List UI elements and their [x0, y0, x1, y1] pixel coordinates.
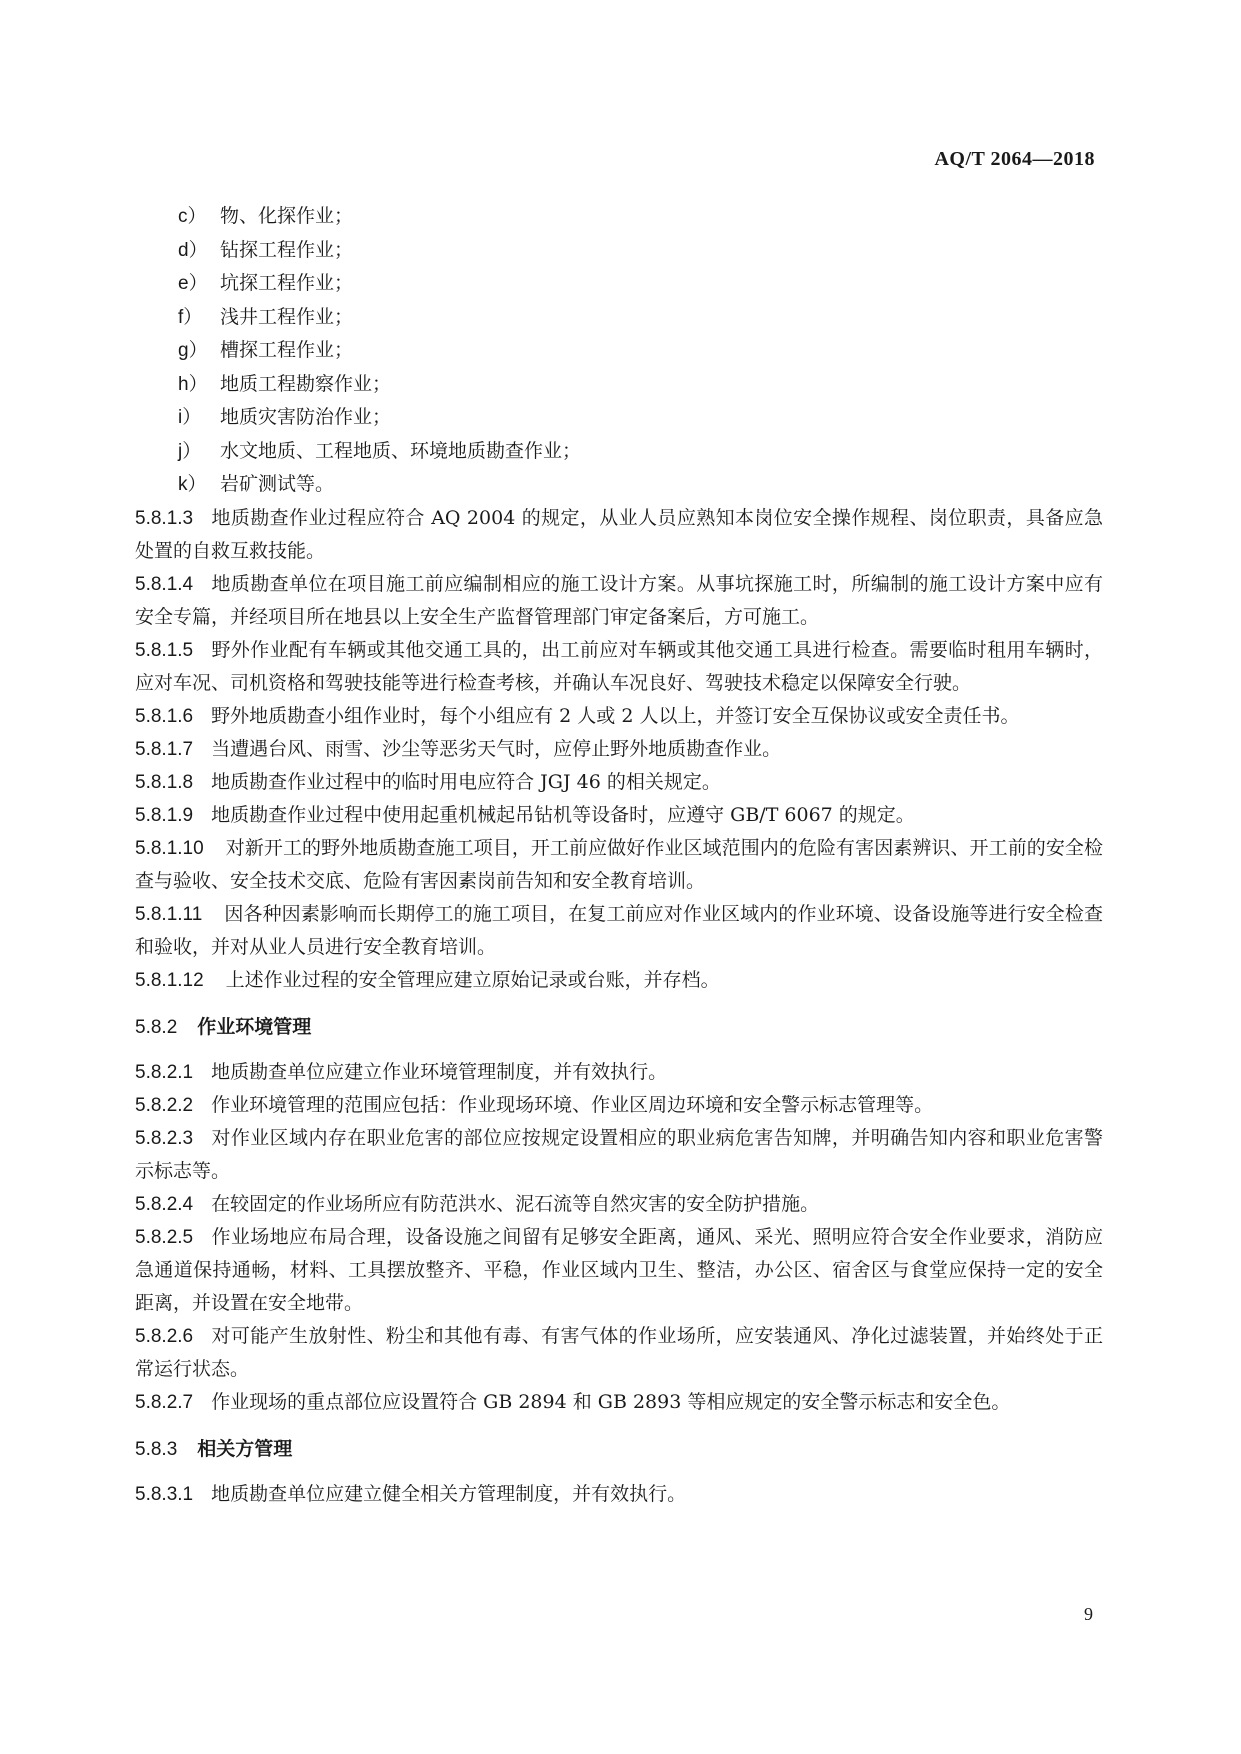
clause-5-8-2-7: 5.8.2.7 作业现场的重点部位应设置符合 GB 2894 和 GB 2893 等相应规定的安全警示标志和安全色。: [135, 1390, 1011, 1413]
clause-5-8-2-4: 5.8.2.4 在较固定的作业场所应有防范洪水、泥石流等自然灾害的安全防护措施。: [135, 1192, 820, 1215]
section-heading-5-8-3: 5.8.3 相关方管理: [135, 1437, 293, 1460]
clause-5-8-3-1: 5.8.3.1 地质勘查单位应建立健全相关方管理制度，并有效执行。: [135, 1482, 687, 1505]
clause-5-8-1-3: 5.8.1.3 地质勘查作业过程应符合 AQ 2004 的规定，从业人员应熟知本岗位安全操作规程、岗位职责，具备应急处置的自救互救技能。: [135, 506, 1103, 562]
list-item: f） 浅井工程作业；: [178, 305, 354, 328]
page-content: [135, 200, 1103, 1511]
page-number: 9: [1084, 1604, 1093, 1624]
clause-5-8-1-4: 5.8.1.4 地质勘查单位在项目施工前应编制相应的施工设计方案。从事坑探施工时，所编制的施工设计方案中应有安全专篇，并经项目所在地县以上安全生产监督管理部门审定备案后，方可施工。: [135, 572, 1103, 628]
clause-5-8-1-6: 5.8.1.6 野外地质勘查小组作业时，每个小组应有 2 人或 2 人以上，并签订安全互保协议或安全责任书。: [135, 704, 1020, 727]
list-item: c） 物、化探作业；: [178, 205, 354, 227]
list-item: k） 岩矿测试等。: [178, 473, 335, 495]
standard-code: AQ/T 2064—2018: [934, 148, 1095, 170]
list-item: h） 地质工程勘察作业；: [178, 372, 392, 395]
list-item: i） 地质灾害防治作业；: [178, 406, 392, 428]
clause-5-8-1-7: 5.8.1.7 当遭遇台风、雨雪、沙尘等恶劣天气时，应停止野外地质勘查作业。: [135, 737, 782, 760]
clause-5-8-2-5: 5.8.2.5 作业场地应布局合理，设备设施之间留有足够安全距离，通风、采光、照明应符合安全作业要求，消防应急通道保持通畅，材料、工具摆放整齐、平稳，作业区域内卫生、整洁，办公区、宿舍区与食堂应保持一定的安全距离，并设置在安全地带。: [135, 1225, 1103, 1314]
clause-5-8-1-8: 5.8.1.8 地质勘查作业过程中的临时用电应符合 JGJ 46 的相关规定。: [135, 770, 721, 793]
clause-5-8-1-10: 5.8.1.10 对新开工的野外地质勘查施工项目，开工前应做好作业区域范围内的危险有害因素辨识、开工前的安全检查与验收、安全技术交底、危险有害因素岗前告知和安全教育培训。: [135, 836, 1103, 892]
clause-5-8-1-9: 5.8.1.9 地质勘查作业过程中使用起重机械起吊钻机等设备时，应遵守 GB/T 6067 的规定。: [135, 803, 915, 826]
clause-5-8-1-11: 5.8.1.11 因各种因素影响而长期停工的施工项目，在复工前应对作业区域内的作业环境、设备设施等进行安全检查和验收，并对从业人员进行安全教育培训。: [135, 902, 1103, 958]
clause-5-8-2-3: 5.8.2.3 对作业区域内存在职业危害的部位应按规定设置相应的职业病危害告知牌，并明确告知内容和职业危害警示标志等。: [135, 1126, 1103, 1182]
section-heading-5-8-2: 5.8.2 作业环境管理: [135, 1015, 312, 1038]
work-type-list: [135, 200, 1103, 502]
clause-5-8-1-12: 5.8.1.12 上述作业过程的安全管理应建立原始记录或台账，并存档。: [135, 968, 720, 991]
list-item: e） 坑探工程作业；: [178, 272, 354, 294]
clause-5-8-2-6: 5.8.2.6 对可能产生放射性、粉尘和其他有毒、有害气体的作业场所，应安装通风、净化过滤装置，并始终处于正常运行状态。: [135, 1324, 1103, 1380]
clause-5-8-2-2: 5.8.2.2 作业环境管理的范围应包括：作业现场环境、作业区周边环境和安全警示标志管理等。: [135, 1093, 934, 1116]
clause-5-8-1-5: 5.8.1.5 野外作业配有车辆或其他交通工具的，出工前应对车辆或其他交通工具进行检查。需要临时租用车辆时，应对车况、司机资格和驾驶技能等进行检查考核，并确认车况良好、驾驶技术稳定以保障安全行驶。: [135, 638, 1103, 694]
clause-5-8-2-1: 5.8.2.1 地质勘查单位应建立作业环境管理制度，并有效执行。: [135, 1060, 668, 1083]
list-item: d） 钻探工程作业；: [178, 238, 354, 261]
list-item: j） 水文地质、工程地质、环境地质勘查作业；: [178, 439, 582, 462]
list-item: g） 槽探工程作业；: [178, 339, 354, 361]
